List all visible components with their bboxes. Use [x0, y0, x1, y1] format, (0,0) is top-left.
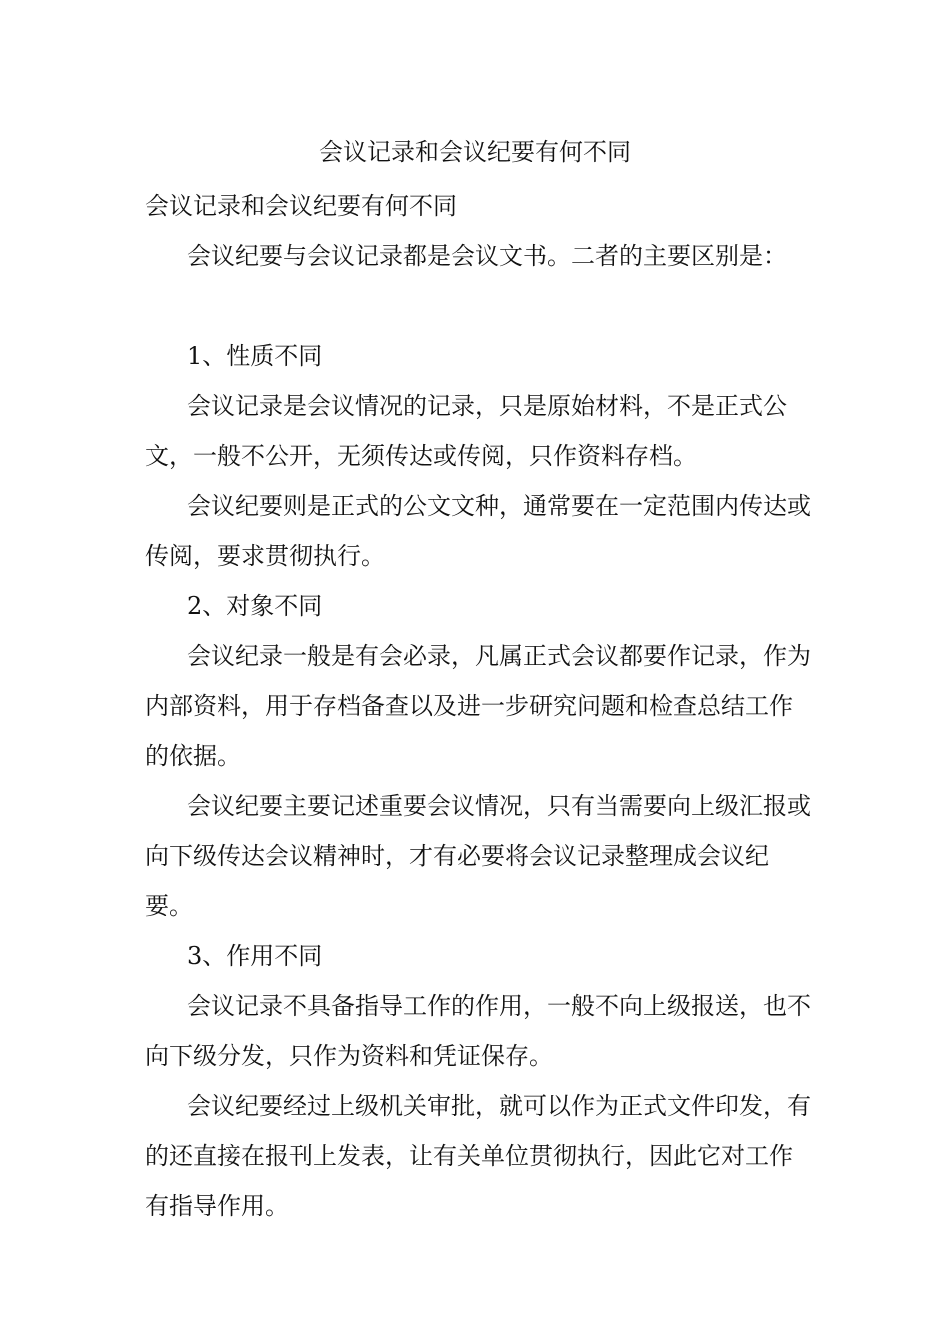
document-body: [145, 181, 815, 1231]
section-heading-object: 2、对象不同: [187, 592, 323, 620]
paragraph-record-nature: 会议记录是会议情况的记录，只是原始材料，不是正式公文，一般不公开，无须传达或传阅，只作资料存档。: [145, 392, 787, 470]
section-heading-nature: 1、性质不同: [187, 342, 323, 370]
blank-line: [145, 281, 815, 331]
paragraph-summary-function: 会议纪要经过上级机关审批，就可以作为正式文件印发，有的还直接在报刊上发表，让有关单位贯彻执行，因此它对工作有指导作用。: [145, 1092, 811, 1220]
document-subtitle: 会议记录和会议纪要有何不同: [145, 192, 457, 220]
paragraph-summary-object: 会议纪要主要记述重要会议情况，只有当需要向上级汇报或向下级传达会议精神时，才有必要将会议记录整理成会议纪要。: [145, 792, 811, 920]
document-title: 会议记录和会议纪要有何不同: [319, 138, 631, 166]
section-heading-function: 3、作用不同: [187, 942, 323, 970]
paragraph-record-object: 会议纪录一般是有会必录，凡属正式会议都要作记录，作为内部资料，用于存档备查以及进一步研究问题和检查总结工作的依据。: [145, 642, 811, 770]
paragraph-summary-nature: 会议纪要则是正式的公文文种，通常要在一定范围内传达或传阅，要求贯彻执行。: [145, 492, 811, 570]
paragraph-record-function: 会议记录不具备指导工作的作用，一般不向上级报送，也不向下级分发，只作为资料和凭证保存。: [145, 992, 811, 1070]
intro-paragraph: 会议纪要与会议记录都是会议文书。二者的主要区别是：: [187, 242, 787, 270]
